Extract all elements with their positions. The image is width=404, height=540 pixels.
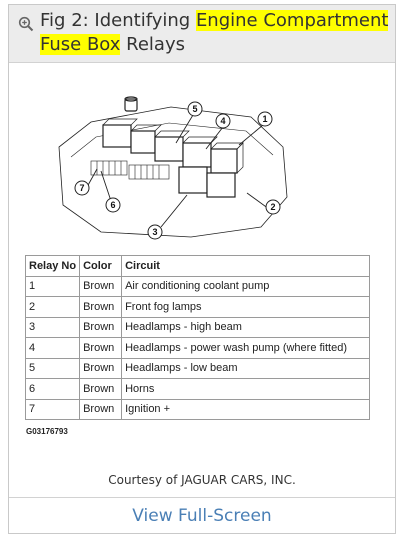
- table-row: [26, 358, 370, 379]
- cell-relay-no: 2: [26, 297, 80, 318]
- title-prefix: Fig 2: Identifying: [40, 10, 196, 31]
- cell-color: Brown: [80, 358, 122, 379]
- table-row: [26, 338, 370, 359]
- figure-card: [8, 4, 396, 534]
- title-suffix: Relays: [120, 34, 185, 55]
- cell-relay-no: 6: [26, 379, 80, 400]
- cell-color: Brown: [80, 399, 122, 420]
- cell-relay-no: 4: [26, 338, 80, 359]
- view-full-screen-link[interactable]: View Full-Screen: [132, 506, 272, 526]
- magnifier-plus-icon[interactable]: [18, 16, 34, 32]
- title-highlight-engine-compartment: Engine Compartment: [195, 10, 389, 31]
- cell-color: Brown: [80, 338, 122, 359]
- cell-circuit: Ignition +: [122, 399, 370, 420]
- callout-2: [266, 200, 280, 214]
- callout-7: [75, 181, 89, 195]
- table-row: [26, 317, 370, 338]
- cell-circuit: Headlamps - power wash pump (where fitted): [122, 338, 370, 359]
- figure-title: [40, 9, 390, 57]
- svg-text:4: 4: [220, 116, 226, 126]
- title-highlight-fuse-box: Fuse Box: [40, 34, 121, 55]
- cell-relay-no: 5: [26, 358, 80, 379]
- header-color: Color: [80, 256, 122, 277]
- figure-code: G03176793: [26, 427, 68, 436]
- table-row: [26, 399, 370, 420]
- callout-6: [106, 198, 120, 212]
- relay-table: [25, 255, 370, 420]
- figure-header: [9, 5, 395, 63]
- table-row: [26, 276, 370, 297]
- cell-relay-no: 7: [26, 399, 80, 420]
- svg-text:7: 7: [79, 183, 85, 193]
- svg-text:6: 6: [110, 200, 116, 210]
- callout-1: [258, 112, 272, 126]
- callout-3: [148, 225, 162, 239]
- fuse-box-diagram: [51, 87, 291, 242]
- callout-5: [188, 102, 202, 116]
- header-relay-no: Relay No: [26, 256, 80, 277]
- cell-relay-no: 3: [26, 317, 80, 338]
- svg-text:5: 5: [192, 104, 198, 114]
- svg-text:3: 3: [152, 227, 158, 237]
- cell-relay-no: 1: [26, 276, 80, 297]
- cell-circuit: Headlamps - high beam: [122, 317, 370, 338]
- table-header-row: [26, 256, 370, 277]
- cell-color: Brown: [80, 297, 122, 318]
- svg-text:1: 1: [262, 114, 268, 124]
- table-row: [26, 297, 370, 318]
- cell-circuit: Horns: [122, 379, 370, 400]
- cell-color: Brown: [80, 379, 122, 400]
- cell-color: Brown: [80, 317, 122, 338]
- cell-circuit: Air conditioning coolant pump: [122, 276, 370, 297]
- image-credit: Courtesy of JAGUAR CARS, INC.: [108, 473, 296, 487]
- callout-4: [216, 114, 230, 128]
- cell-circuit: Headlamps - low beam: [122, 358, 370, 379]
- cell-circuit: Front fog lamps: [122, 297, 370, 318]
- card-footer: [9, 497, 395, 534]
- svg-text:2: 2: [270, 202, 276, 212]
- cell-color: Brown: [80, 276, 122, 297]
- header-circuit: Circuit: [122, 256, 370, 277]
- table-row: [26, 379, 370, 400]
